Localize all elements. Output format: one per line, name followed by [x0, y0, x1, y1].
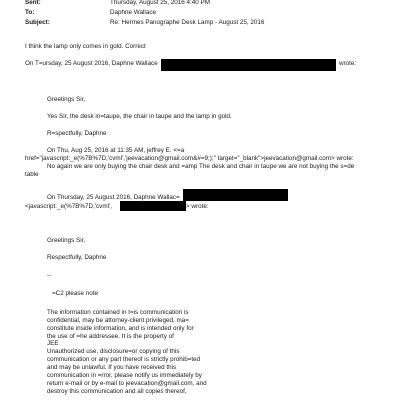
disclaimer-line: communication in =rror, please notify us immediately by: [47, 371, 202, 379]
subject-value: Re: Hermes Panographe Desk Lamp - August 25, 2016: [110, 19, 265, 26]
quote3-line2-prefix: <javascript:_e(%7B%7D,'cvml',: [25, 203, 112, 210]
sent-label: Sent:: [25, 0, 41, 6]
quote2-line2: href="javascript:_e(%7B%7D,'cvml','jeevacation@gmail.com&#=9;);" target="_blank">jeevacation@gmail.com> wrote:: [25, 155, 354, 162]
signoff-2: Respectfully, Daphne: [47, 254, 107, 261]
disclaimer-block: [47, 309, 207, 395]
quote2-line1: On Thu, Aug 25, 2016 at 11:35 AM, jeffrey E. <=a: [47, 147, 185, 154]
sent-value: Thursday, August 25, 2016 4:40 PM: [110, 0, 210, 6]
disclaimer-line: and may be unlawful. If you have received this: [47, 364, 177, 372]
reply-line: I think the lamp only comes in gold. Correct: [25, 43, 146, 50]
quote3-line1-prefix: On Thursday, 25 August 2016, Daphne Wallac=: [47, 194, 180, 201]
dashes-separator: --: [47, 272, 52, 279]
quote2-line3: No again we are only buying the chair desk and =amp The desk and chair in taupe we are not buying the s=de: [47, 163, 355, 170]
quote1-prefix: On T=ursday, 25 August 2016, Daphne Wallace: [25, 60, 158, 67]
disclaimer-line: Unauthorized use, disclosure=or copying of this: [47, 348, 180, 356]
disclaimer-line: return e-mail or by e-mail to jeevacation@gmail.com, and: [47, 379, 207, 387]
please-note: =C2 please note: [52, 290, 99, 297]
quote2-line4: table: [25, 171, 39, 178]
reply-1: Yes Sir, the desk in=taupe, the chair in taupe and the lamp in gold.: [47, 113, 232, 120]
disclaimer-line: the use of =he addressee. It is the property of: [47, 332, 174, 340]
disclaimer-line: The information contained in t=is communication is: [47, 309, 189, 316]
greeting-2: Greetings Sir,: [47, 237, 86, 244]
redaction-box: [120, 201, 186, 211]
disclaimer-line: confidential, may be attorney-client privileged, ma=: [47, 316, 189, 324]
disclaimer-line: destroy this communication and all copies thereof,: [47, 387, 187, 395]
to-value: Daphne Wallace: [110, 9, 156, 16]
disclaimer-line: constitute inside information, and is intended only for: [47, 324, 194, 332]
quote3-line2-suffix: > wrote:: [186, 203, 209, 210]
greeting-1: Greetings Sir,: [47, 96, 86, 103]
signoff-1: R=spectfully, Daphne: [47, 130, 107, 137]
redaction-box: [183, 189, 288, 201]
redaction-box: [161, 59, 336, 71]
quote1-suffix: wrote:: [339, 60, 357, 67]
to-label: To:: [25, 9, 35, 16]
disclaimer-line: communication or any part thereof is strictly prohib=ted: [47, 356, 201, 364]
subject-label: Subject:: [25, 19, 50, 26]
disclaimer-line: JEE: [47, 340, 59, 348]
